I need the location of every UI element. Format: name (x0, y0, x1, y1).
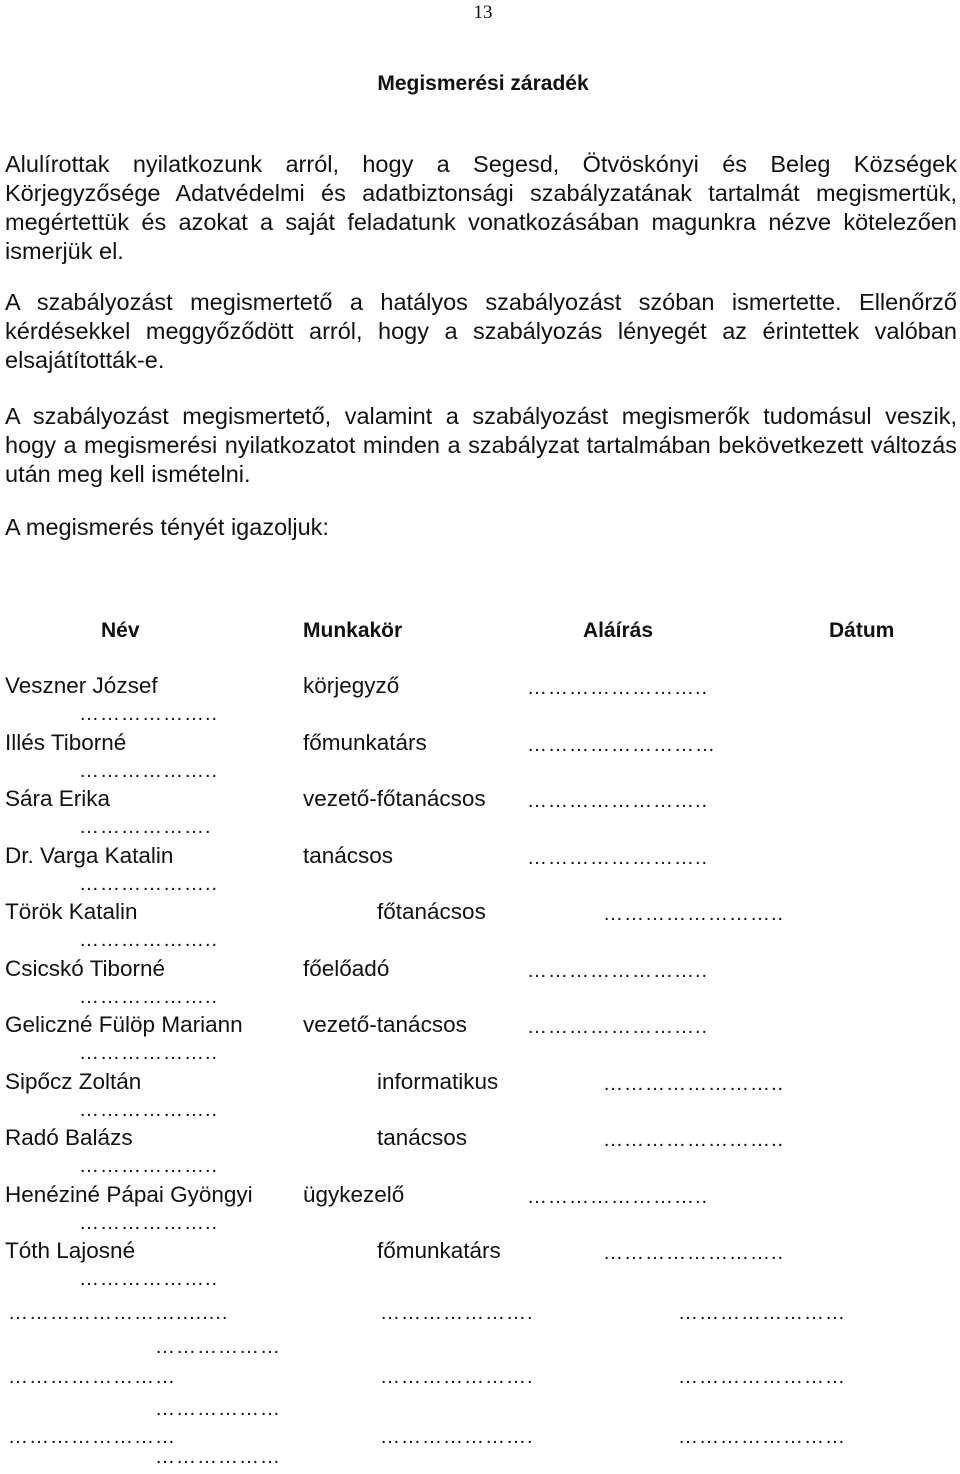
blank-name-line: ……………………........ (8, 1302, 229, 1324)
blank-name-line: …………………… (8, 1366, 176, 1388)
row-date-line: ……………….. (79, 986, 219, 1008)
row-date-line: ………………. (79, 816, 212, 838)
row-signature-line: …………………….. (603, 1073, 785, 1095)
row-job: informatikus (377, 1069, 499, 1094)
row-date-line: ……………….. (79, 873, 219, 895)
blank-job-line: …………………. (380, 1366, 534, 1388)
row-job: főtanácsos (377, 899, 486, 924)
row-date-line: ……………….. (79, 929, 219, 951)
document-title: Megismerési záradék (377, 72, 589, 95)
row-job: ügykezelő (303, 1182, 405, 1207)
row-job: vezető-főtanácsos (303, 786, 486, 811)
row-job: tanácsos (377, 1125, 468, 1150)
row-signature-line: …………………….. (527, 677, 709, 699)
blank-date-line: ……………… (155, 1398, 281, 1420)
row-job: tanácsos (303, 843, 394, 868)
header-name: Név (101, 619, 140, 642)
row-name: Tóth Lajosné (5, 1238, 136, 1263)
blank-job-line: …………………. (380, 1302, 534, 1324)
row-name: Radó Balázs (5, 1125, 133, 1150)
row-date-line: ……………….. (79, 1099, 219, 1121)
blank-date-line: ……………… (155, 1446, 281, 1468)
row-signature-line: …………………….. (527, 960, 709, 982)
row-signature-line: …………………….. (603, 1242, 785, 1264)
paragraph-repeat-notice: A szabályozást megismertető, valamint a szabályozást megismerők tudomásul veszik, hogy a megismerési nyilatkozatot minden a szabályzat tartalmában bekövetkezett változás után meg kell ismételni. (5, 403, 957, 487)
row-signature-line: …………………….. (527, 1016, 709, 1038)
row-signature-line: …………………….. (527, 1186, 709, 1208)
row-name: Illés Tiborné (5, 730, 127, 755)
row-job: körjegyző (303, 673, 400, 698)
row-job: vezető-tanácsos (303, 1012, 467, 1037)
row-date-line: ……………….. (79, 1155, 219, 1177)
paragraph-declaration: Alulírottak nyilatkozunk arról, hogy a Segesd, Ötvöskónyi és Beleg Községek Körjegyzősége Adatvédelmi és adatbiztonsági szabályzatának tartalmát megismertük, megértettük és azokat a saját feladatunk vonatkozásában magunkra nézve kötelezően ismerjük el. (5, 151, 957, 264)
blank-signature-line: …………………… (678, 1426, 846, 1448)
blank-date-line: ……………… (155, 1336, 281, 1358)
row-name: Sipőcz Zoltán (5, 1069, 142, 1094)
blank-job-line: …………………. (380, 1426, 534, 1448)
row-signature-line: …………………….. (527, 790, 709, 812)
row-name: Sára Erika (5, 786, 111, 811)
row-job: főelőadó (303, 956, 390, 981)
row-name: Csicskó Tiborné (5, 956, 166, 981)
paragraph-presentation: A szabályozást megismertető a hatályos szabályozást szóban ismertette. Ellenőrző kérdésekkel meggyőződött arról, hogy a szabályozás lényegét az érintettek valóban elsajátították-e. (5, 289, 957, 373)
row-name: Dr. Varga Katalin (5, 843, 174, 868)
row-name: Veszner József (5, 673, 158, 698)
row-signature-line: ……………………… (527, 734, 716, 756)
row-signature-line: …………………….. (603, 903, 785, 925)
paragraph-confirmation: A megismerés tényét igazoljuk: (5, 514, 329, 540)
header-date: Dátum (829, 619, 895, 642)
header-signature: Aláírás (583, 619, 654, 642)
row-date-line: ……………….. (79, 703, 219, 725)
row-date-line: ……………….. (79, 1268, 219, 1290)
row-date-line: ……………….. (79, 1212, 219, 1234)
blank-signature-line: …………………… (678, 1302, 846, 1324)
row-name: Geliczné Fülöp Mariann (5, 1012, 243, 1037)
row-name: Török Katalin (5, 899, 138, 924)
row-signature-line: …………………….. (527, 847, 709, 869)
row-signature-line: …………………….. (603, 1129, 785, 1151)
header-job: Munkakör (303, 619, 403, 642)
row-job: főmunkatárs (303, 730, 427, 755)
blank-name-line: …………………… (8, 1426, 176, 1448)
row-date-line: ……………….. (79, 1042, 219, 1064)
blank-signature-line: …………………… (678, 1366, 846, 1388)
row-date-line: ……………….. (79, 760, 219, 782)
row-name: Henéziné Pápai Gyöngyi (5, 1182, 253, 1207)
row-job: főmunkatárs (377, 1238, 501, 1263)
page-number: 13 (473, 2, 493, 23)
